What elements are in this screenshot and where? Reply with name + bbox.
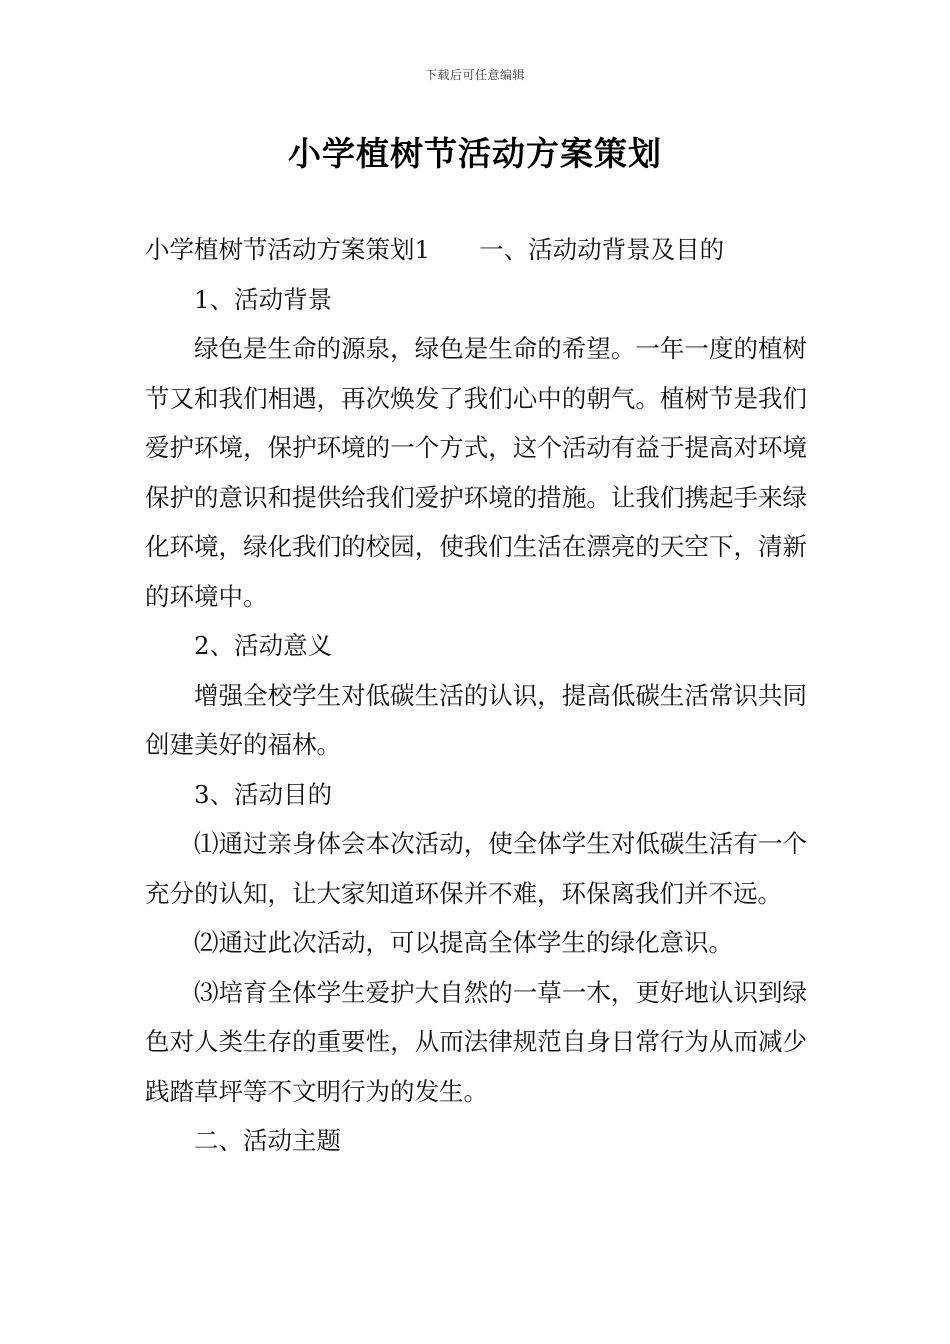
paragraph-purpose-3: ⑶培育全体学生爱护大自然的一草一木，更好地认识到绿色对人类生存的重要性，从而法律规范自身日常行为从而减少践踏草坪等不文明行为的发生。 bbox=[145, 977, 807, 1106]
heading-activity-significance: 2、活动意义 bbox=[194, 631, 333, 660]
document-body bbox=[145, 225, 807, 1166]
heading-activity-theme: 二、活动主题 bbox=[194, 1126, 341, 1155]
header-note: 下载后可任意编辑 bbox=[424, 68, 525, 82]
paragraph-background: 绿色是生命的源泉，绿色是生命的希望。一年一度的植树节又和我们相遇，再次焕发了我们心中的朝气。植树节是我们爱护环境，保护环境的一个方式，这个活动有益于提高对环境保护的意识和提供给我们爱护环境的措施。让我们携起手来绿化环境，绿化我们的校园，使我们生活在漂亮的天空下，清新的环境中。 bbox=[145, 334, 807, 611]
paragraph-purpose-1: ⑴通过亲身体会本次活动，使全体学生对低碳生活有一个充分的认知，让大家知道环保并不难，环保离我们并不远。 bbox=[145, 829, 807, 908]
heading-activity-background: 1、活动背景 bbox=[194, 284, 333, 314]
paragraph-significance: 增强全校学生对低碳生活的认识，提高低碳生活常识共同创建美好的福林。 bbox=[145, 680, 807, 759]
heading-activity-purpose: 3、活动目的 bbox=[194, 779, 333, 809]
paragraph-purpose-2: ⑵通过此次活动，可以提高全体学生的绿化意识。 bbox=[194, 928, 733, 957]
paragraph-intro: 小学植树节活动方案策划1 一、活动动背景及目的 bbox=[145, 235, 725, 264]
document-title: 小学植树节活动方案策划 bbox=[288, 134, 662, 173]
